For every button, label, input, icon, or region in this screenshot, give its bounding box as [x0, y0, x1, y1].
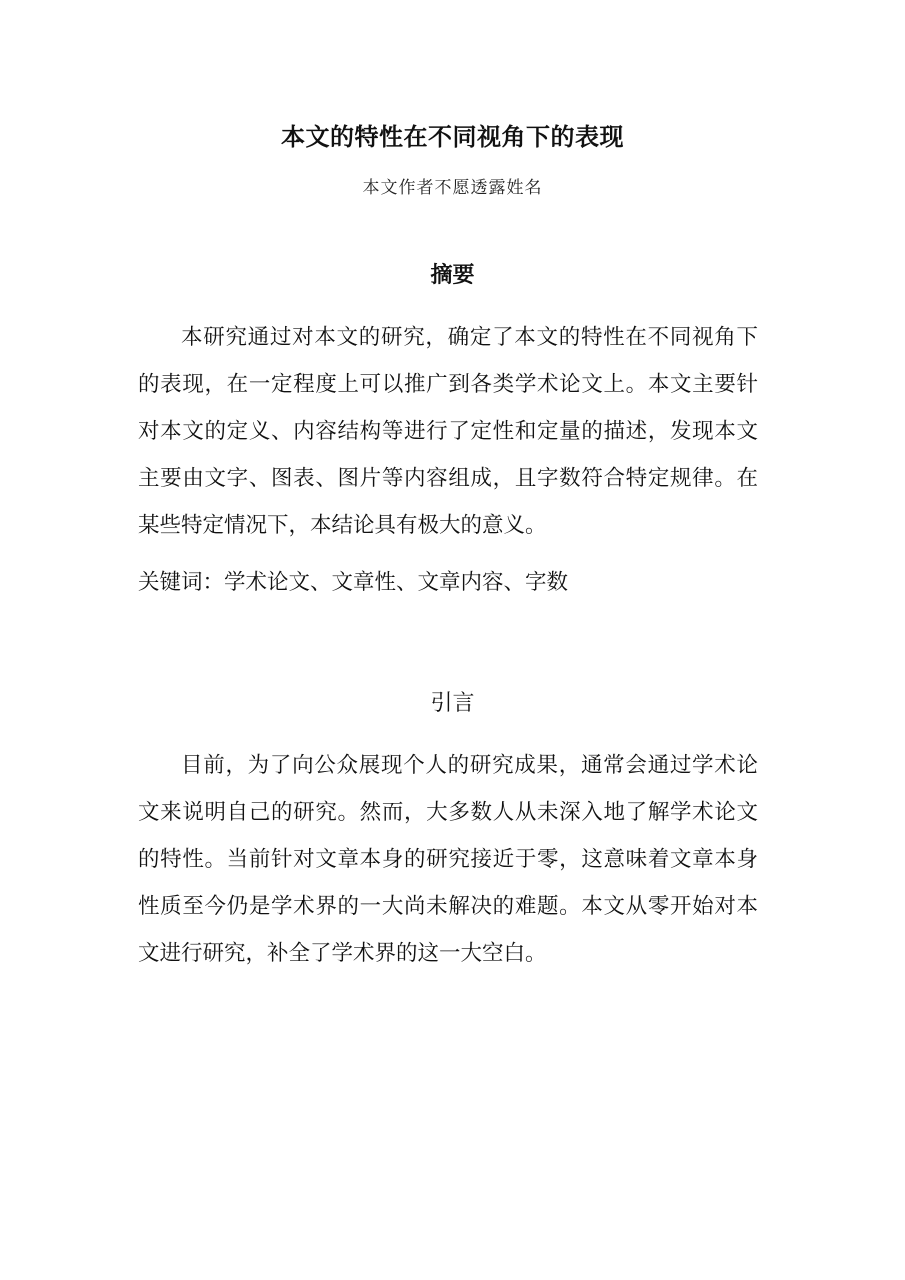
introduction-body: 目前，为了向公众展现个人的研究成果，通常会通过学术论文来说明自己的研究。然而，大多数人从未深入地了解学术论文的特性。当前针对文章本身的研究接近于零，这意味着文章本身性质至今仍是学术界的一大尚未解决的难题。本文从零开始对本文进行研究，补全了学术界的这一大空白。 — [138, 753, 758, 966]
paper-title: 本文的特性在不同视角下的表现 — [281, 123, 624, 151]
keywords-line — [138, 563, 758, 603]
introduction-heading: 引言 — [430, 691, 475, 716]
keywords-label: 关键词： — [138, 570, 225, 595]
abstract-body: 本研究通过对本文的研究，确定了本文的特性在不同视角下的表现，在一定程度上可以推广到各类学术论文上。本文主要针对本文的定义、内容结构等进行了定性和定量的描述，发现本文主要由文字、图表、图片等内容组成，且字数符合特定规律。在某些特定情况下，本结论具有极大的意义。 — [138, 325, 758, 538]
paper-author: 本文作者不愿透露姓名 — [362, 178, 543, 198]
keywords-list: 学术论文、文章性、文章内容、字数 — [224, 570, 569, 595]
abstract-heading: 摘要 — [430, 263, 475, 288]
